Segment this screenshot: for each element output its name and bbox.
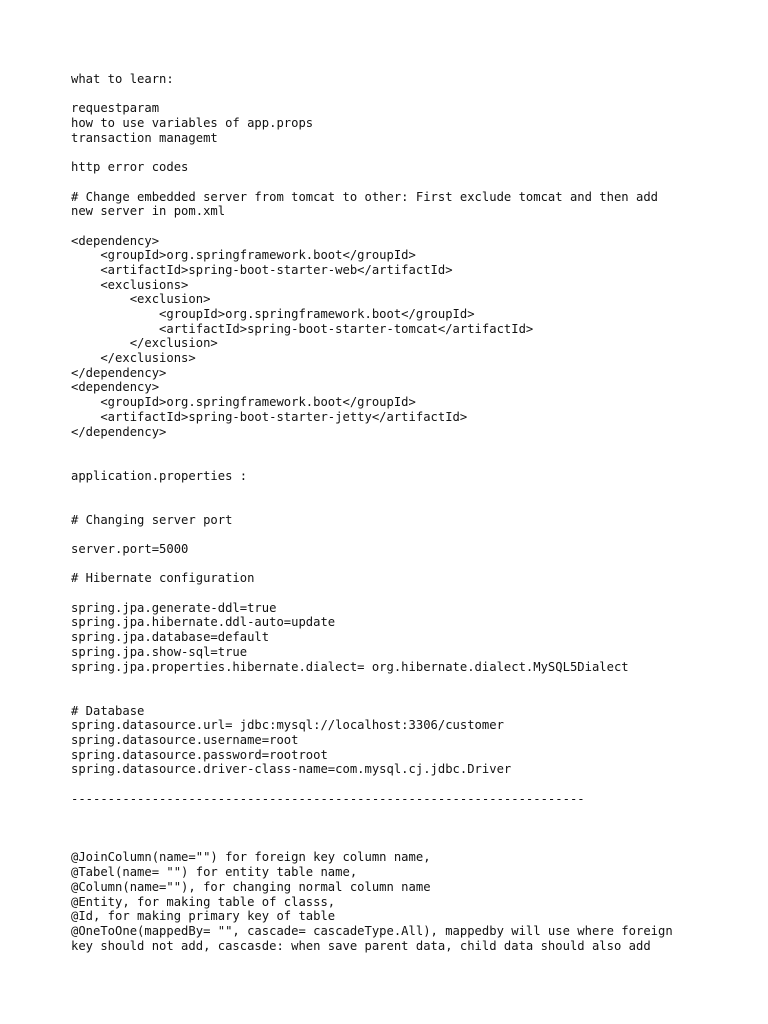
text-line: # Change embedded server from tomcat to other: First exclude tomcat and then add — [71, 189, 658, 204]
text-line: spring.datasource.url= jdbc:mysql://localhost:3306/customer — [71, 718, 504, 733]
blank-line — [71, 454, 731, 469]
blank-line — [71, 175, 731, 190]
text-line: </dependency> — [71, 424, 167, 439]
blank-line — [71, 483, 731, 498]
text-line: # Hibernate configuration — [71, 571, 255, 586]
text-line: </exclusion> — [71, 336, 218, 351]
text-line: <artifactId>spring-boot-starter-jetty</artifactId> — [71, 409, 468, 424]
text-line: <dependency> — [71, 233, 160, 248]
text-line: # Changing server port — [71, 512, 233, 527]
blank-line — [71, 836, 731, 851]
text-line: spring.jpa.properties.hibernate.dialect= org.hibernate.dialect.MySQL5Dialect — [71, 659, 629, 674]
blank-line — [71, 777, 731, 792]
text-line: # Database — [71, 703, 145, 718]
blank-line — [71, 498, 731, 513]
text-line: <groupId>org.springframework.boot</groupId> — [71, 307, 475, 321]
blank-line — [71, 689, 731, 704]
text-line: </exclusions> — [71, 351, 196, 366]
text-line: <artifactId>spring-boot-starter-tomcat</artifactId> — [71, 321, 534, 336]
blank-line — [71, 821, 731, 836]
text-line: @Entity, for making table of classs, — [71, 894, 336, 909]
blank-line — [71, 219, 731, 234]
text-line: how to use variables of app.props — [71, 116, 314, 131]
text-line: </dependency> — [71, 365, 167, 380]
text-line: spring.jpa.generate-ddl=true — [71, 600, 277, 615]
text-line: spring.datasource.username=root — [71, 732, 299, 747]
text-line: ---------------------------------------------------------------------- — [71, 791, 585, 806]
text-line: <groupId>org.springframework.boot</groupId> — [71, 248, 416, 263]
text-line: application.properties : — [71, 468, 248, 483]
text-line: spring.jpa.show-sql=true — [71, 644, 248, 659]
text-line: <dependency> — [71, 380, 160, 395]
text-line: <artifactId>spring-boot-starter-web</artifactId> — [71, 262, 453, 277]
blank-line — [71, 586, 731, 601]
text-line: @JoinColumn(name="") for foreign key column name, — [71, 850, 431, 865]
blank-line — [71, 527, 731, 542]
text-line: <exclusion> — [71, 292, 211, 307]
text-line: http error codes — [71, 160, 189, 175]
text-line: spring.jpa.database=default — [71, 630, 270, 645]
text-line: requestparam — [71, 101, 160, 116]
text-line: @Column(name=""), for changing normal column name — [71, 879, 431, 894]
text-line: server.port=5000 — [71, 542, 189, 556]
blank-line — [71, 806, 731, 821]
text-line: @Id, for making primary key of table — [71, 909, 336, 924]
text-line: @Tabel(name= "") for entity table name, — [71, 865, 358, 880]
blank-line — [71, 439, 731, 454]
text-line: spring.datasource.password=rootroot — [71, 747, 328, 762]
text-line: new server in pom.xml — [71, 204, 226, 219]
text-line: <exclusions> — [71, 277, 189, 292]
blank-line — [71, 557, 731, 572]
document-body — [71, 72, 731, 953]
blank-line — [71, 145, 731, 160]
text-line: key should not add, cascasde: when save parent data, child data should also add — [71, 938, 651, 953]
blank-line — [71, 674, 731, 689]
text-line: transaction managemt — [71, 130, 218, 145]
text-line: spring.jpa.hibernate.ddl-auto=update — [71, 615, 336, 630]
text-line: spring.datasource.driver-class-name=com.mysql.cj.jdbc.Driver — [71, 762, 512, 777]
text-line: @OneToOne(mappedBy= "", cascade= cascadeType.All), mappedby will use where foreign — [71, 923, 673, 938]
text-line: what to learn: — [71, 72, 174, 86]
text-line: <groupId>org.springframework.boot</groupId> — [71, 395, 416, 410]
blank-line — [71, 87, 731, 102]
